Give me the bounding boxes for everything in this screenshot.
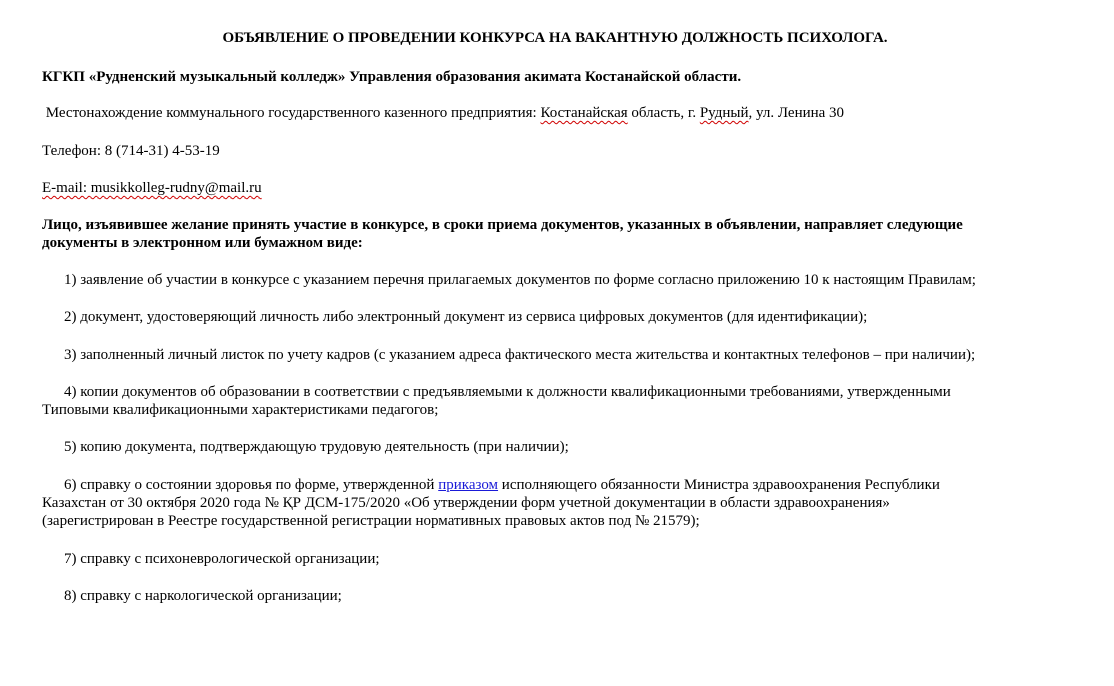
email-value: musikkolleg-rudny@mail.ru [90, 180, 262, 196]
email-label: E-mail: [42, 180, 91, 196]
location-line [42, 104, 844, 122]
list-item-5: 5) копию документа, подтверждающую трудовую деятельность (при наличии); [64, 439, 569, 455]
list-item-6-line-1 [64, 476, 940, 494]
list-item-4-line-1: 4) копии документов об образовании в соответствии с предъявляемыми к должности квалификационными требованиями, утвержденными [64, 384, 951, 400]
list-item-3: 3) заполненный личный листок по учету кадров (с указанием адреса фактического места жительства и контактных телефонов – при наличии); [64, 347, 976, 363]
list-item-8: 8) справку с наркологической организации; [64, 588, 342, 604]
list-item-1: 1) заявление об участии в конкурсе с указанием перечня прилагаемых документов по форме согласно приложению 10 к настоящим Правилам; [64, 272, 976, 288]
location-city: Рудный [699, 105, 749, 121]
list-item-6-pre: 6) справку о состоянии здоровья по форме, утвержденной [64, 477, 439, 493]
list-item-6-line-2: Казахстан от 30 октября 2020 года № ҚР ДСМ-175/2020 «Об утверждении форм учетной документации в области здравоохранения» [42, 495, 890, 511]
intro-line-1: Лицо, изъявившее желание принять участие в конкурсе, в сроки приема документов, указанных в объявлении, направляет следующие [42, 217, 963, 233]
organization-name: КГКП «Рудненский музыкальный колледж» Управления образования акимата Костанайской области. [42, 69, 742, 85]
list-item-6-line-3: (зарегистрирован в Реестре государственной регистрации нормативных правовых актов под № 21579); [42, 513, 700, 529]
list-item-4-line-2: Типовыми квалификационными характеристиками педагогов; [42, 402, 439, 418]
intro-line-2: документы в электронном или бумажном виде: [42, 235, 363, 251]
list-item-7: 7) справку с психоневрологической организации; [64, 551, 380, 567]
order-link[interactable]: приказом [438, 477, 499, 493]
location-prefix: Местонахождение коммунального государственного казенного предприятия: [42, 105, 541, 121]
email-line [42, 179, 262, 197]
location-region: Костанайская [540, 105, 628, 121]
list-item-2: 2) документ, удостоверяющий личность либо электронный документ из сервиса цифровых документов (для идентификации); [64, 309, 868, 325]
list-item-6-post: исполняющего обязанности Министра здравоохранения Республики [498, 477, 940, 493]
document-title: ОБЪЯВЛЕНИЕ О ПРОВЕДЕНИИ КОНКУРСА НА ВАКАНТНУЮ ДОЛЖНОСТЬ ПСИХОЛОГА. [222, 30, 888, 46]
location-suffix: , ул. Ленина 30 [748, 105, 845, 121]
location-mid: область, г. [627, 105, 700, 121]
phone-line: Телефон: 8 (714-31) 4-53-19 [42, 143, 220, 159]
